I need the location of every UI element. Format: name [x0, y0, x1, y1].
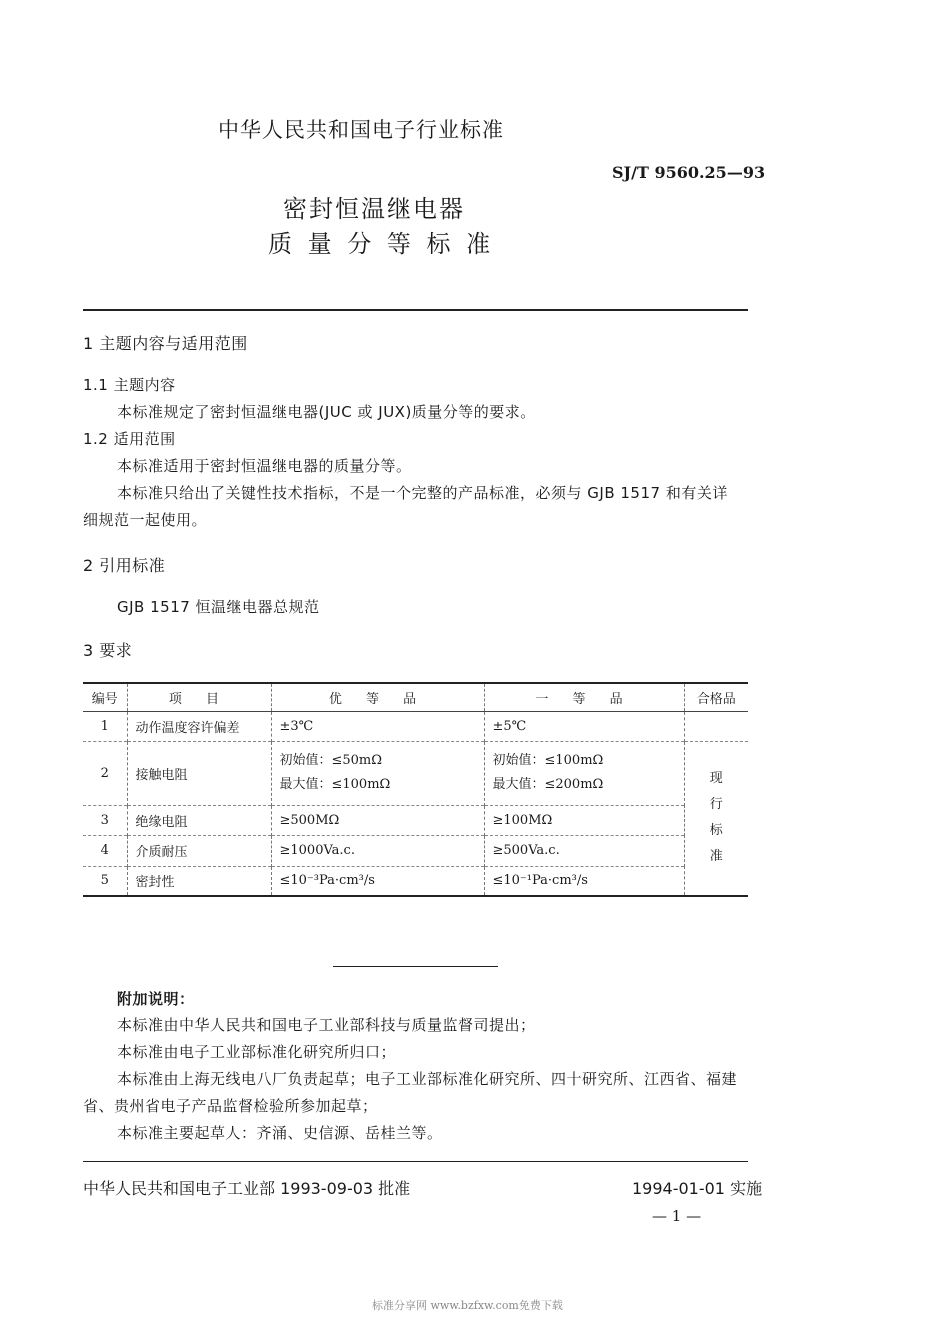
page-number: — 1 —	[652, 1207, 702, 1225]
standard-code: SJ/T 9560.25—93	[612, 163, 766, 182]
column-header: 编号	[91, 691, 118, 707]
qualified-char: 现	[709, 771, 723, 787]
section-1-2-text: 本标准只给出了关键性技术指标，不是一个完整的产品标准，必须与 GJB 1517 和有关详	[117, 484, 728, 502]
notes-line: 本标准由电子工业部标准化研究所归口；	[117, 1043, 397, 1061]
section-2-heading: 2 引用标准	[83, 556, 166, 575]
superior-value: ±3℃	[271, 711, 484, 741]
qualified-value	[684, 741, 748, 896]
notes-line: 省、贵州省电子产品监督检验所参加起草；	[83, 1097, 378, 1115]
requirements-table	[83, 682, 748, 897]
section-3-heading: 3 要求	[83, 641, 133, 660]
column-header: 优 等 品	[271, 683, 484, 711]
item-name: 密封性	[127, 866, 271, 896]
notes-line: 本标准由中华人民共和国电子工业部科技与质量监督司提出；	[117, 1016, 536, 1034]
row-number: 5	[100, 873, 109, 889]
row-number: 2	[100, 765, 109, 781]
column-header: 项 目	[127, 683, 271, 711]
issuer-title: 中华人民共和国电子行业标准	[218, 118, 504, 142]
section-1-2-text: 细规范一起使用。	[83, 511, 208, 529]
footer-divider	[83, 1161, 748, 1162]
header-divider	[83, 309, 748, 311]
notes-heading: 附加说明：	[117, 990, 195, 1008]
first-class-value: ≥500Va.c.	[484, 835, 684, 866]
row-number: 4	[100, 843, 109, 858]
notes-line: 本标准由上海无线电八厂负责起草；电子工业部标准化研究所、四十研究所、江西省、福建	[117, 1070, 738, 1088]
document-subtitle: 质 量 分 等 标 准	[268, 230, 495, 258]
watermark: 标准分享网 www.bzfxw.com免费下载	[372, 1299, 563, 1312]
table-row	[83, 805, 748, 835]
item-name: 接触电阻	[127, 741, 271, 805]
table-row	[83, 741, 748, 805]
column-header: 合格品	[684, 683, 748, 711]
table-row	[83, 866, 748, 896]
initial-value: 初始值：≤100mΩ	[492, 753, 604, 768]
first-class-value: ±5℃	[484, 711, 684, 741]
document-title: 密封恒温继电器	[283, 195, 465, 223]
first-class-value	[484, 741, 684, 805]
table-header-row	[83, 683, 748, 711]
qualified-char: 行	[709, 797, 723, 813]
column-header: 一 等 品	[484, 683, 684, 711]
qualified-char: 准	[709, 849, 723, 865]
max-value: 最大值：≤200mΩ	[492, 777, 604, 792]
item-name: 绝缘电阻	[127, 805, 271, 835]
section-1-2-text: 本标准适用于密封恒温继电器的质量分等。	[117, 457, 412, 475]
notes-divider	[333, 966, 498, 967]
reference-standard: GJB 1517 恒温继电器总规范	[117, 598, 320, 616]
approval-date: 中华人民共和国电子工业部 1993-09-03 批准	[83, 1179, 411, 1198]
notes-line: 本标准主要起草人：齐涌、史信源、岳桂兰等。	[117, 1124, 443, 1142]
effective-date: 1994-01-01 实施	[632, 1179, 763, 1198]
qualified-char: 标	[709, 823, 723, 839]
table-row	[83, 835, 748, 866]
row-number: 3	[100, 812, 109, 828]
section-1-2-heading: 1.2 适用范围	[83, 430, 176, 448]
qualified-value	[684, 711, 748, 741]
table-row	[83, 711, 748, 741]
first-class-value: ≤10⁻¹Pa·cm³/s	[484, 866, 684, 896]
item-name: 介质耐压	[127, 835, 271, 866]
first-class-value: ≥100MΩ	[484, 805, 684, 835]
section-1-1-text: 本标准规定了密封恒温继电器(JUC 或 JUX)质量分等的要求。	[117, 403, 536, 421]
item-name: 动作温度容许偏差	[127, 711, 271, 741]
initial-value: 初始值：≤50mΩ	[279, 753, 383, 768]
superior-value: ≤10⁻³Pa·cm³/s	[271, 866, 484, 896]
superior-value: ≥1000Va.c.	[271, 835, 484, 866]
superior-value: ≥500MΩ	[271, 805, 484, 835]
section-1-heading: 1 主题内容与适用范围	[83, 334, 248, 353]
section-1-1-heading: 1.1 主题内容	[83, 376, 176, 394]
row-number: 1	[100, 718, 109, 734]
superior-value	[271, 741, 484, 805]
max-value: 最大值：≤100mΩ	[279, 777, 391, 792]
